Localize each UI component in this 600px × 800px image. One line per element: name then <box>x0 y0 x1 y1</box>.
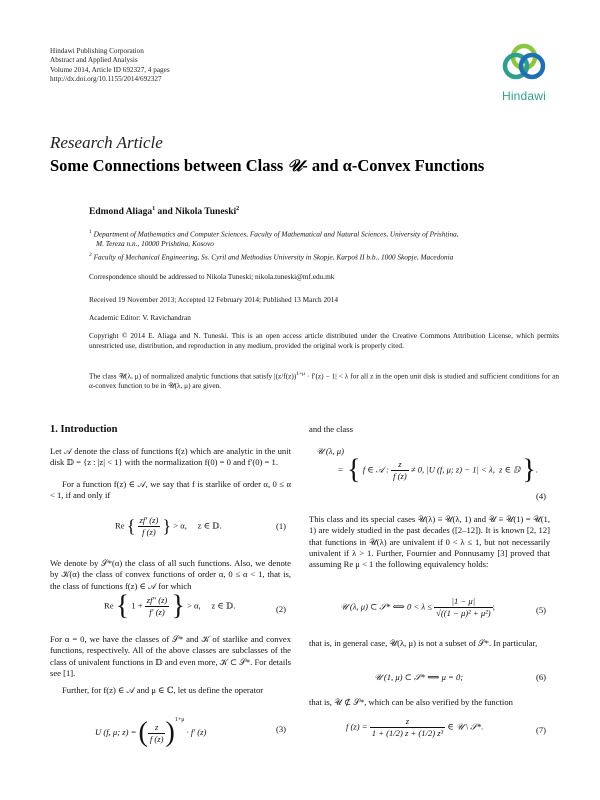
eq-num: |1 − μ| <box>434 596 492 608</box>
hindawi-logo <box>494 42 554 103</box>
eq-brace: { <box>347 454 361 486</box>
equation-4 <box>338 454 538 486</box>
left-paragraph: Further, for f(z) ∈ 𝒜 and μ ∈ ℂ, let us define the operator <box>62 685 264 695</box>
eq-text: . <box>535 464 538 475</box>
paper-title <box>50 156 484 176</box>
eq-den: f (z) <box>142 527 156 537</box>
eq-num: z <box>148 722 166 734</box>
equation-number: (5) <box>536 605 547 615</box>
eq-brace: { <box>126 516 136 536</box>
author-name: Nikola Tuneski <box>175 207 237 218</box>
equation-2 <box>104 590 236 622</box>
eq-den: f (z) <box>393 471 407 481</box>
eq-text: > α, z ∈ 𝔻. <box>173 520 222 531</box>
eq-fraction <box>370 716 445 739</box>
equation-7 <box>346 716 483 739</box>
aff-mark: 1 <box>89 229 92 235</box>
eq-text: · f′ (z) <box>186 727 207 737</box>
right-paragraph: and the class <box>309 424 353 434</box>
equation-3 <box>95 717 207 749</box>
left-paragraph: We denote by 𝒮*(α) the class of all such functions. Also, we denote by 𝒦(α) the class of convex functions of order α, 0 ≤ α < 1, that is, the class of functions f(z) ∈ 𝒜 for which <box>50 558 291 591</box>
eq-brace: } <box>522 454 536 486</box>
eq-den: f (z) <box>149 733 164 744</box>
eq-text: ; <box>492 601 495 612</box>
journal-header <box>50 47 170 84</box>
equation-number: (2) <box>276 604 287 614</box>
abstract-sup: 1+μ <box>296 371 306 377</box>
header-line: http://dx.doi.org/10.1155/2014/692327 <box>50 74 162 83</box>
eq-text: ∈ 𝒰 \ 𝒮*. <box>447 721 484 732</box>
eq-den: 1 + (1/2) z + (1/2) z³ <box>371 728 444 738</box>
copyright-notice: Copyright © 2014 E. Aliaga and N. Tuneski. This is an open access article distributed under the Creative Commons Attribution License, which permits unrestricted use, distribution, and reproduction in any medium, provided the original work is properly cited. <box>89 331 559 350</box>
left-paragraph: For a function f(z) ∈ 𝒜, we say that f is starlike of order α, 0 ≤ α < 1, if and only if <box>50 479 291 501</box>
eq-text: 1 + <box>131 600 143 611</box>
eq-brace: } <box>171 590 185 622</box>
section-heading: 1. Introduction <box>50 424 118 435</box>
logo-wordmark: Hindawi <box>501 89 547 103</box>
header-line: Volume 2014, Article ID 692327, 4 pages <box>50 65 170 74</box>
hindawi-rings-icon <box>494 42 554 86</box>
eq-paren: ) <box>165 717 175 749</box>
eq-brace: } <box>162 516 172 536</box>
eq-num: zf′ (z) <box>139 515 159 525</box>
abstract-text: · f′(z) − 1| < λ for all z in the open unit disk is studied and sufficient conditions for an α-convex function to be in 𝒰(λ, μ) are given. <box>89 371 560 391</box>
affiliation <box>89 251 557 262</box>
eq-fraction <box>148 722 166 745</box>
title-math: 𝒰 <box>287 156 303 175</box>
article-type: Research Article <box>50 133 163 152</box>
publication-dates: Received 19 November 2013; Accepted 12 February 2014; Published 13 March 2014 <box>89 295 339 304</box>
equation-number: (3) <box>276 724 287 734</box>
affiliation <box>89 228 557 249</box>
aff-text: Faculty of Mechanical Engineering, Ss. Cyril and Methodius University in Skopje, Karpoš II b.b., 1000 Skopje, Macedonia <box>93 252 454 262</box>
author-aff-mark: 1 <box>152 206 156 212</box>
author-aff-mark: 2 <box>236 206 240 212</box>
header-line: Abstract and Applied Analysis <box>50 56 138 65</box>
aff-text: Department of Mathematics and Computer Sciences, Faculty of Mathematical and Natural Sciences, University of Prishtina, <box>93 229 459 239</box>
correspondence: Correspondence should be addressed to Nikola Tuneski; nikola.tuneski@mf.edu.mk <box>89 272 335 281</box>
eq-text: f (z) = <box>346 721 368 732</box>
abstract-text: The class 𝒰(λ, μ) of normalized analytic functions that satisfy |(z/f(z)) <box>89 371 297 381</box>
abstract <box>89 370 559 391</box>
left-paragraph: For α = 0, we have the classes of 𝒮* and 𝒦 of starlike and convex functions, respectively. All of the above classes are subclasses of the class of univalent functions in 𝔻 and even more, 𝒦 ⊂ 𝒮*. For details see [1]. <box>50 634 291 678</box>
eq-text: = <box>338 464 345 475</box>
eq-brace: { <box>115 590 130 622</box>
aff-mark: 2 <box>89 252 92 258</box>
eq-fraction <box>145 595 170 618</box>
eq-fraction <box>138 515 161 538</box>
eq-text: f ∈ 𝒜 : <box>362 464 389 475</box>
eq-num: z <box>391 459 409 471</box>
author-name: Edmond Aliaga <box>89 207 153 218</box>
eq-exp: 1+μ <box>174 717 185 723</box>
equation-4-label: 𝒰 (λ, μ) <box>316 446 344 456</box>
author-list <box>89 206 239 217</box>
academic-editor: Academic Editor: V. Ravichandran <box>89 313 191 322</box>
equation-6: 𝒰 (1, μ) ⊂ 𝒮* ⟺ μ = 0; <box>374 672 464 682</box>
equation-1 <box>115 515 222 538</box>
equation-number: (1) <box>276 521 287 531</box>
eq-text: ≠ 0, |U (f, μ; z) − 1| < λ, z ∈ 𝔻 <box>410 464 521 475</box>
right-paragraph: that is, in general case, 𝒰(λ, μ) is not a subset of 𝒮*. In particular, <box>309 638 538 648</box>
right-paragraph: This class and its special cases 𝒰(λ) ≡ 𝒰(λ, 1) and 𝒰 ≡ 𝒰(1) = 𝒰(1, 1) are widely studied in the past decades ([2–12]). It is known [2, 12] that functions in 𝒰(λ) are univalent if 0 < λ ≤ 1, but not necessarily univalent if λ > 1. Further, Fournier and Ponnusamy [3] proved that assuming Re μ < 1 the following equivalency holds: <box>309 514 550 570</box>
eq-text: U (f, μ; z) = <box>95 727 137 737</box>
eq-den: f′ (z) <box>149 607 165 617</box>
equation-5 <box>340 596 495 619</box>
title-post: - and α-Convex Functions <box>302 156 485 175</box>
eq-text: Re <box>115 520 125 531</box>
left-paragraph: Let 𝒜 denote the class of functions f(z) which are analytic in the unit disk 𝔻 = {z : |z| < 1} with the normalization f(0) = 0 and f′(0) = 1. <box>50 446 291 468</box>
eq-fraction <box>391 459 409 482</box>
eq-den: √((1 − μ)² + μ²) <box>436 608 491 618</box>
title-pre: Some Connections between Class <box>50 156 288 175</box>
aff-text: M. Tereza n.n., 10000 Prishtina, Kosovo <box>96 239 214 249</box>
eq-num: zf″ (z) <box>146 595 168 605</box>
eq-text: > α, z ∈ 𝔻. <box>187 600 236 611</box>
eq-num: z <box>370 716 445 728</box>
header-line: Hindawi Publishing Corporation <box>50 47 144 55</box>
equation-number: (4) <box>536 491 547 501</box>
equation-number: (7) <box>536 725 547 735</box>
equation-number: (6) <box>536 672 547 682</box>
right-paragraph: that is, 𝒰 ⊄ 𝒮*, which can be also verified by the function <box>309 697 513 707</box>
eq-text: 𝒰 (λ, μ) ⊂ 𝒮* ⟺ 0 < λ ≤ <box>340 601 432 612</box>
eq-fraction <box>434 596 492 619</box>
eq-paren: ( <box>138 717 148 749</box>
author-and: and <box>155 207 176 218</box>
eq-text: Re <box>104 600 114 611</box>
